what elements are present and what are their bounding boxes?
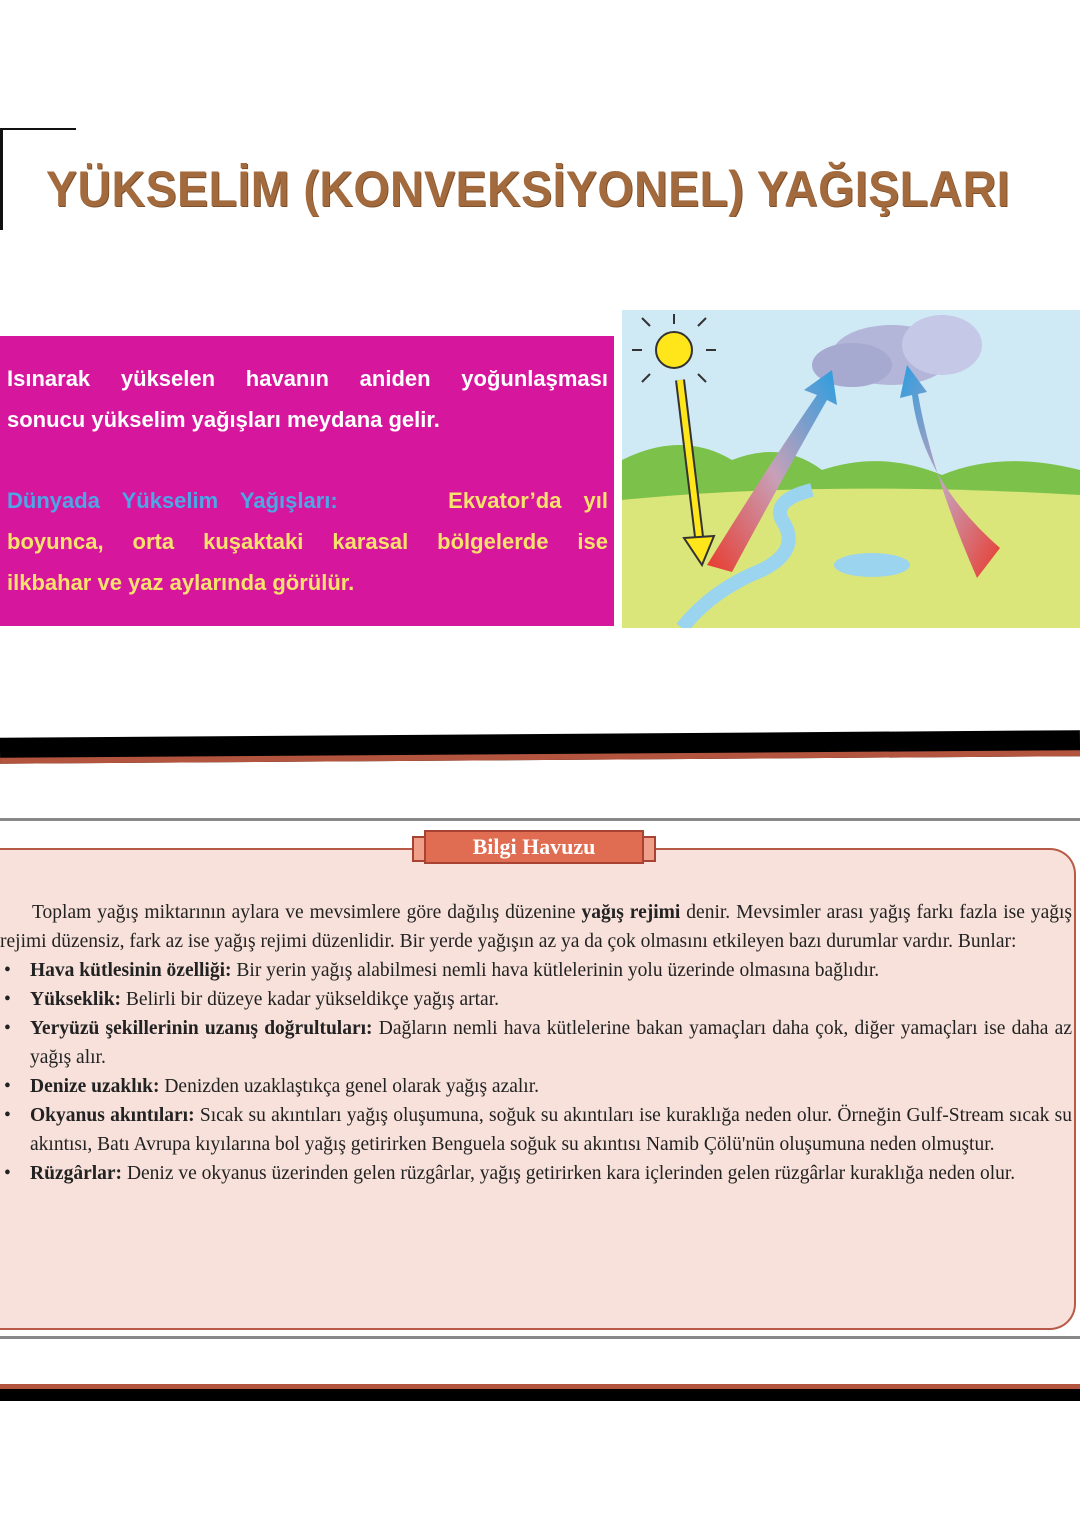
world-text-3: ilkbahar ve yaz aylarında görülür. [7,570,355,595]
world-text-2: boyunca, orta kuşaktaki karasal bölgelerde ise [7,529,608,554]
item-text: Sıcak su akıntıları yağış oluşumuna, soğuk su akıntıları ise kuraklığa neden olur. Örneğin Gulf-Stream sıcak su akıntısı, Batı Avrupa kıyılarına bol yağış getirirken Benguela soğuk su akıntısı Namib Çölü'nün oluşumuna neden olmuştur. [30,1105,1073,1155]
divider-line-bottom [0,1336,1080,1339]
item-term: Yeryüzü şekillerinin uzanış doğrultuları: [30,1018,373,1039]
info-box-content [0,898,1072,1188]
list-item [30,985,1072,1014]
convection-illustration [622,310,1080,628]
page-title: YÜKSELİM (KONVEKSİYONEL) YAĞIŞLARI [46,161,1011,217]
info-box-heading: Bilgi Havuzu [424,830,644,864]
item-term: Hava kütlesinin özelliği: [30,960,232,981]
item-text: Deniz ve okyanus üzerinden gelen rüzgârlar, yağış getirirken kara içlerinden gelen rüzgârlar kuraklığa neden olur. [122,1163,1016,1184]
intro-bold: yağış rejimi [581,902,681,923]
definition-panel [0,336,614,626]
lake [834,553,910,577]
item-text: Bir yerin yağış alabilmesi nemli hava kütlelerinin yolu üzerinde olmasına bağlıdır. [231,960,880,981]
item-term: Rüzgârlar: [30,1163,123,1184]
list-item [30,1014,1072,1072]
world-label: Dünyada Yükselim Yağışları: [7,488,338,513]
intro-paragraph [0,898,1072,956]
list-item [30,1159,1072,1188]
item-text: Dağların nemli hava kütlelerine bakan yamaçları daha çok, diğer yamaçları ise daha az yağış alır. [30,1018,1072,1068]
item-term: Yükseklik: [30,989,122,1010]
item-text: Belirli bir düzeye kadar yükseldikçe yağış artar. [121,989,499,1010]
intro-text-1: Toplam yağış miktarının aylara ve mevsimlere göre dağılış düzenine [32,902,582,923]
divider-line [0,818,1080,821]
list-item [30,1101,1072,1159]
item-term: Okyanus akıntıları: [30,1105,195,1126]
world-text-1: Ekvator’da yıl [448,488,608,513]
list-item [30,1072,1072,1101]
item-text: Denizden uzaklaştıkça genel olarak yağış azalır. [159,1076,540,1097]
item-term: Denize uzaklık: [30,1076,160,1097]
list-item [30,956,1072,985]
definition-line-1: Isınarak yükselen havanın aniden yoğunlaşması [7,366,608,391]
definition-line-2: sonucu yükselim yağışları meydana gelir. [7,407,440,432]
divider-bar-top [0,730,1080,764]
divider-bar-bottom [0,1384,1080,1401]
intro-text-2: denir. Mevsimler arası yağış farkı fazla ise yağış rejimi düzensiz, fark az ise yağış rejimi düzenlidir. Bir yerde yağışın az ya da çok olmasını etkileyen bazı durumlar vardır. Bunlar: [0,902,1072,952]
factor-list [0,956,1072,1188]
